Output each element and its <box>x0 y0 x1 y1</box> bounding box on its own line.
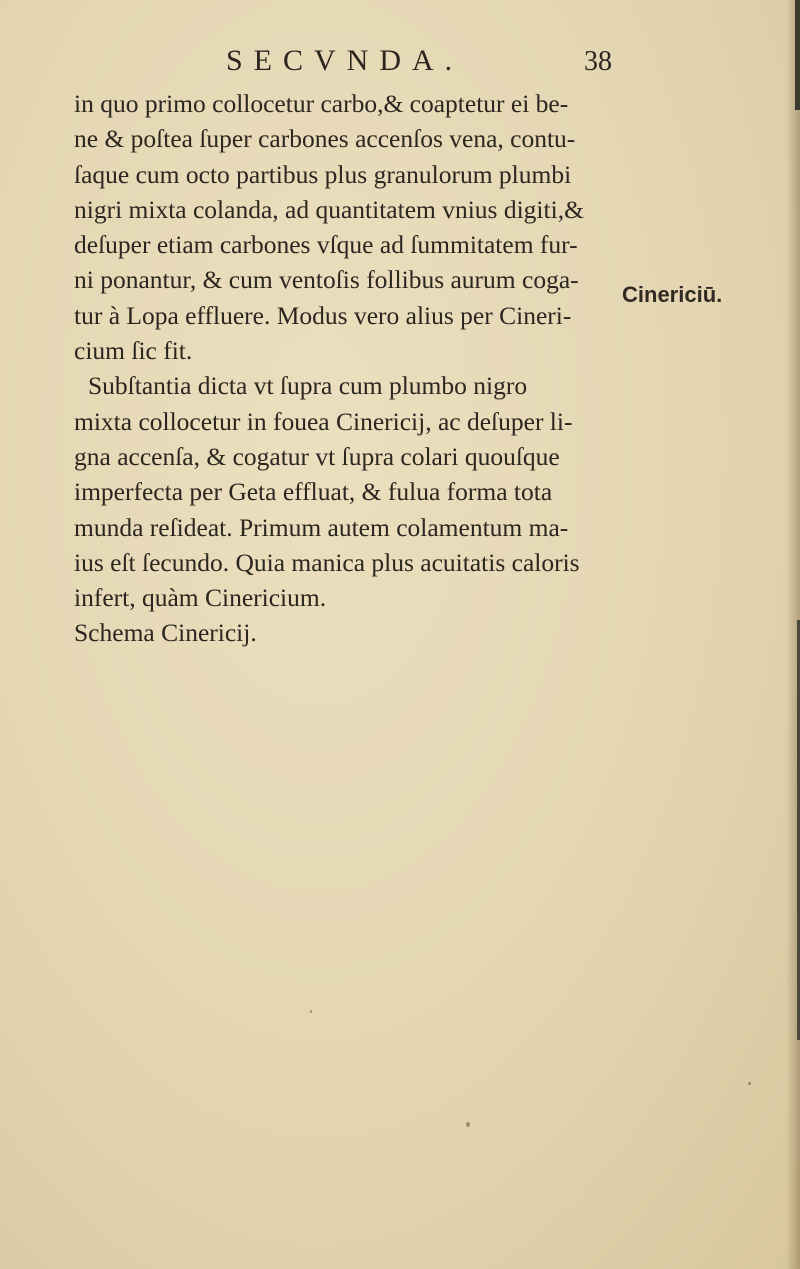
paper-speck <box>310 1010 312 1013</box>
page-header <box>0 44 800 84</box>
running-head: SECVNDA. <box>226 44 464 77</box>
text-line: infert, quàm Cinericium. <box>74 583 327 613</box>
text-line: ne & poſtea ſuper carbones accenſos vena, contu- <box>74 124 576 154</box>
text-line: nigri mixta colanda, ad quantitatem vnius digiti,& <box>74 194 584 224</box>
text-line: imperfecta per Geta effluat, & fulua forma tota <box>74 477 553 507</box>
page-number: 38 <box>584 46 612 77</box>
paper-speck <box>466 1122 470 1127</box>
text-line: cium ſic fit. <box>74 336 193 366</box>
text-line: Schema Cinericij. <box>74 618 257 648</box>
text-line: in quo primo collocetur carbo,& coaptetur ei be- <box>74 89 569 118</box>
text-line: mixta collocetur in fouea Cinericij, ac deſuper li- <box>74 406 573 436</box>
text-line: tur à Lopa effluere. Modus vero alius per Cineri- <box>74 300 572 330</box>
text-line: deſuper etiam carbones vſque ad ſummitatem fur- <box>74 230 578 260</box>
paper-speck <box>748 1082 751 1085</box>
text-line: gna accenſa, & cogatur vt ſupra colari quouſque <box>74 441 560 471</box>
body-text <box>74 86 634 651</box>
margin-note: Cinericiū. <box>622 282 723 307</box>
text-line: ius eſt ſecundo. Quia manica plus acuitatis caloris <box>74 547 580 577</box>
text-line: ſaque cum octo partibus plus granulorum plumbi <box>74 159 572 189</box>
text-line: Subſtantia dicta vt ſupra cum plumbo nigro <box>88 371 528 401</box>
text-line: munda reſideat. Primum autem colamentum ma- <box>74 512 569 542</box>
text-line: ni ponantur, & cum ventoſis follibus aurum coga- <box>74 265 579 295</box>
